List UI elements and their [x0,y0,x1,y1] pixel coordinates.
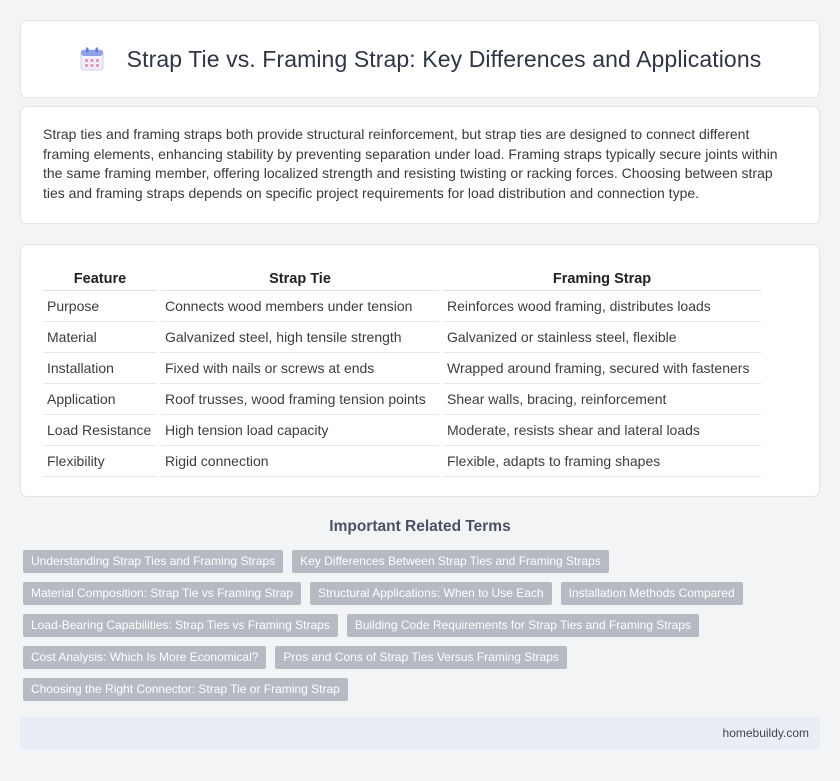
table-row [43,353,761,384]
table-row [43,384,761,415]
column-header-feature: Feature [43,267,157,291]
column-header-framing-strap: Framing Strap [443,267,761,291]
column-header-strap-tie: Strap Tie [161,267,439,291]
site-link[interactable]: homebuildy.com [722,726,809,740]
related-term-tag[interactable]: Choosing the Right Connector: Strap Tie or Framing Strap [23,678,348,701]
summary-card [20,106,820,224]
table-cell: Installation [43,353,157,384]
table-row [43,446,761,477]
page-title: Strap Tie vs. Framing Strap: Key Differences and Applications [126,45,762,72]
related-term-tag[interactable]: Cost Analysis: Which Is More Economical? [23,646,266,669]
header-card [20,20,820,98]
related-term-tag[interactable]: Load-Bearing Capabilities: Strap Ties vs Framing Straps [23,614,338,637]
related-terms-list [23,550,823,710]
table-cell: Rigid connection [161,446,439,477]
related-term-tag[interactable]: Building Code Requirements for Strap Ties and Framing Straps [347,614,699,637]
related-term-tag[interactable]: Understanding Strap Ties and Framing Straps [23,550,283,573]
table-cell: Application [43,384,157,415]
comparison-card [20,244,820,497]
table-cell: Material [43,322,157,353]
table-cell: Galvanized steel, high tensile strength [161,322,439,353]
table-cell: Galvanized or stainless steel, flexible [443,322,761,353]
table-row [43,322,761,353]
related-term-tag[interactable]: Installation Methods Compared [561,582,743,605]
table-cell: Wrapped around framing, secured with fasteners [443,353,761,384]
table-cell: Roof trusses, wood framing tension points [161,384,439,415]
table-cell: Connects wood members under tension [161,291,439,322]
comparison-table [39,267,765,477]
table-row [43,291,761,322]
table-cell: Shear walls, bracing, reinforcement [443,384,761,415]
table-cell: Reinforces wood framing, distributes loads [443,291,761,322]
related-term-tag[interactable]: Key Differences Between Strap Ties and Framing Straps [292,550,609,573]
related-term-tag[interactable]: Structural Applications: When to Use Each [310,582,551,605]
calendar-icon [79,46,105,72]
related-terms-title: Important Related Terms [329,518,511,535]
footer [20,717,820,750]
table-header-row [43,267,761,291]
table-cell: Moderate, resists shear and lateral loads [443,415,761,446]
table-cell: Flexibility [43,446,157,477]
related-term-tag[interactable]: Material Composition: Strap Tie vs Framing Strap [23,582,301,605]
table-row [43,415,761,446]
table-cell: Load Resistance [43,415,157,446]
summary-text: Strap ties and framing straps both provide structural reinforcement, but strap ties are designed to connect different framing elements, enhancing stability by preventing separation under load. Framing straps typically secure joints within the same framing member, offering localized strength and resisting twisting or racking forces. Choosing between strap ties and framing straps depends on specific project requirements for load distribution and connection type. [43,126,778,201]
related-term-tag[interactable]: Pros and Cons of Strap Ties Versus Framing Straps [275,646,566,669]
table-cell: Fixed with nails or screws at ends [161,353,439,384]
table-cell: Purpose [43,291,157,322]
table-cell: High tension load capacity [161,415,439,446]
table-cell: Flexible, adapts to framing shapes [443,446,761,477]
